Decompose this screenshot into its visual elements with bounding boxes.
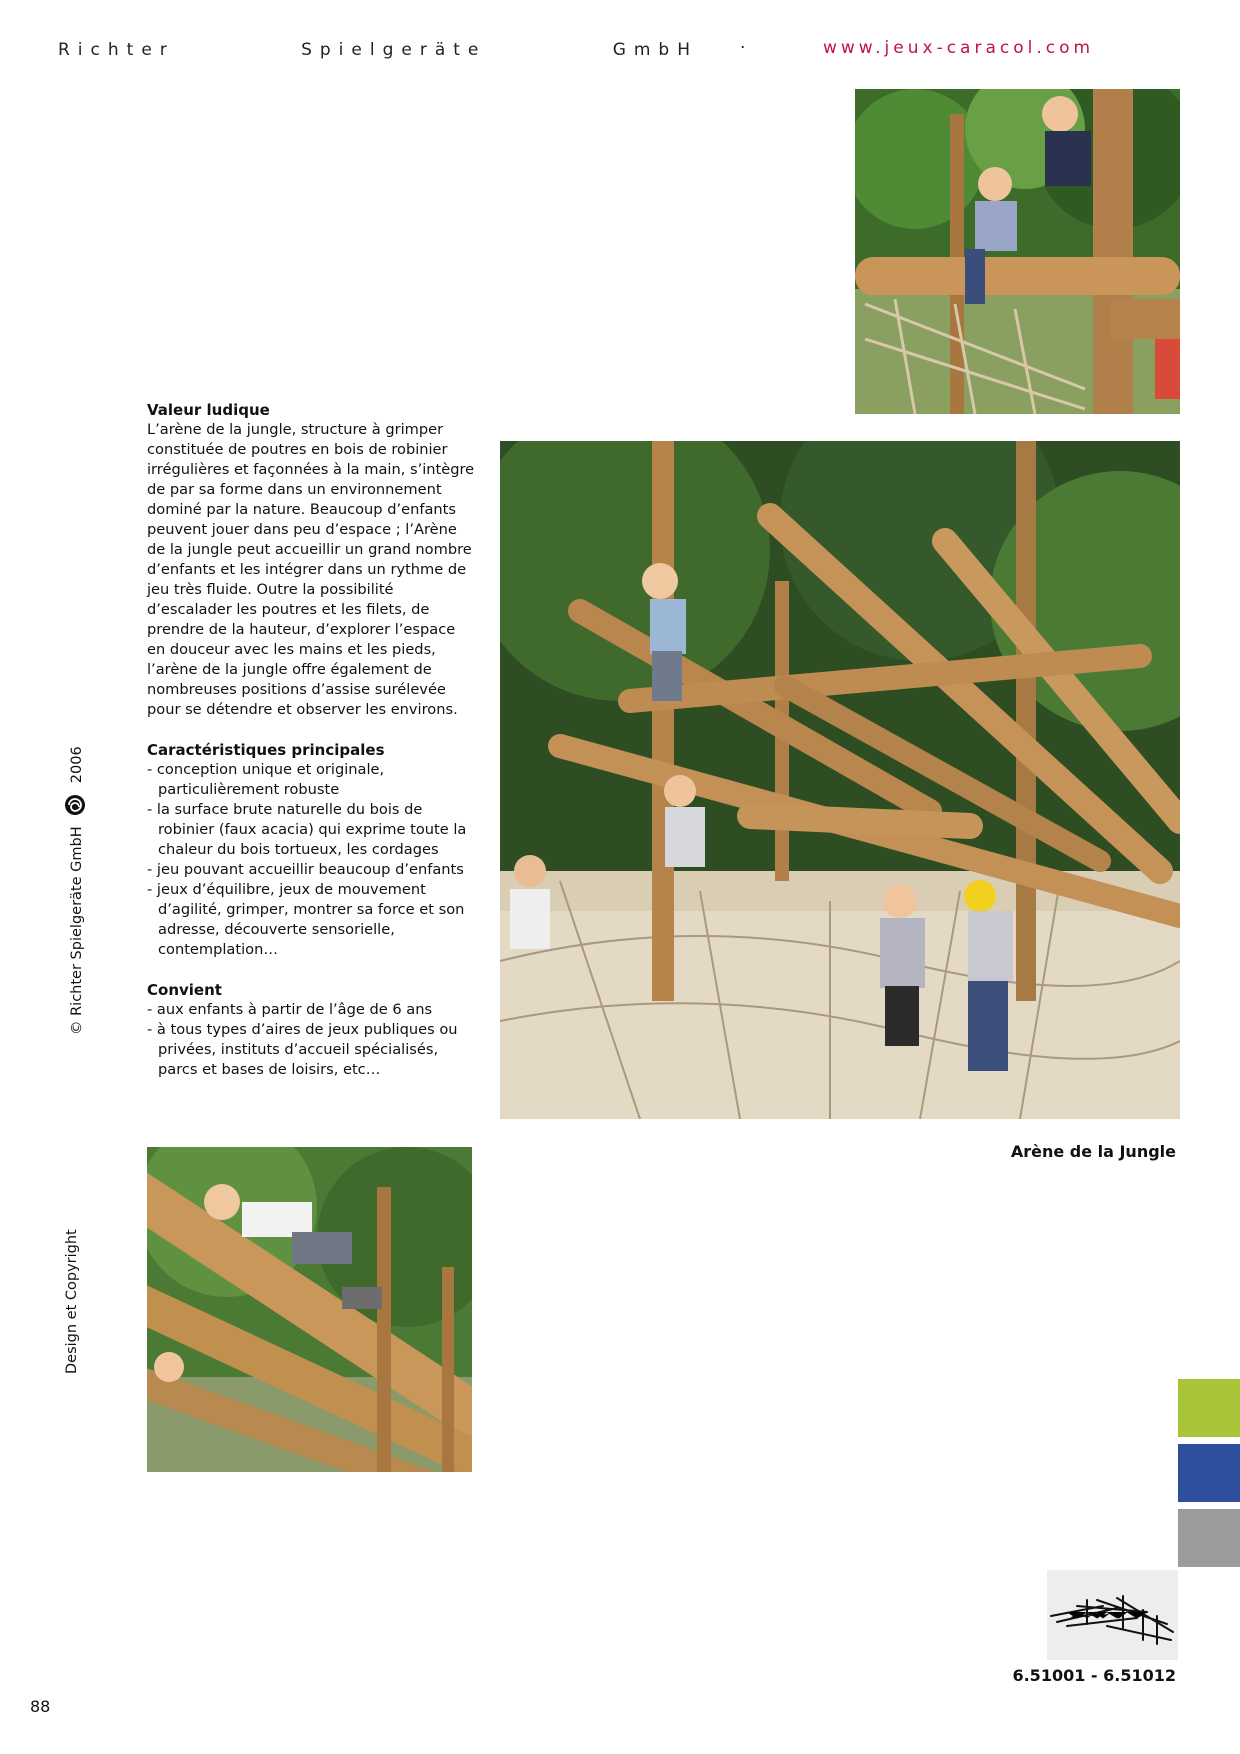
design-copyright-vertical: Design et Copyright (64, 1229, 80, 1374)
photo-children-climbing-top (855, 89, 1180, 414)
header-word-3: GmbH (612, 40, 698, 60)
section-title-caracteristiques: Caractéristiques principales (147, 741, 385, 759)
list-item: - la surface brute naturelle du bois de robinier (faux acacia) qui exprime toute la chaleur du bois tortueux, les cordages (147, 800, 477, 860)
color-tab-blue (1178, 1444, 1240, 1502)
snail-logo-icon (64, 794, 90, 816)
header-separator: · (740, 38, 746, 58)
copyright-text: © Richter Spielgeräte GmbH (69, 826, 85, 1035)
list-item: - conception unique et originale, particulièrement robuste (147, 760, 477, 800)
product-code: 6.51001 - 6.51012 (1012, 1666, 1176, 1685)
photo-girl-on-beam (147, 1147, 472, 1472)
structure-drawing-icon (1047, 1570, 1178, 1660)
list-item: - à tous types d’aires de jeux publiques ou privées, instituts d’accueil spécialisés, parcs et bases de loisirs, etc… (147, 1020, 477, 1080)
list-item: - jeux d’équilibre, jeux de mouvement d’agilité, grimper, montrer sa force et son adresse, découverte sensorielle, contemplation… (147, 880, 477, 960)
color-tab-green (1178, 1379, 1240, 1437)
header-company (58, 38, 698, 62)
description-text (147, 400, 477, 1100)
section-title-convient: Convient (147, 981, 222, 999)
color-tab-gray (1178, 1509, 1240, 1567)
caracteristiques-list (147, 760, 477, 960)
section-text-valeur: L’arène de la jungle, structure à grimper constituée de poutres en bois de robinier irrégulières et façonnées à la main, s’intègre de par sa forme dans un environnement dominé par la nature. Beaucoup d’enfants peuvent jouer dans peu d’espace ; l’Arène de la jungle peut accueillir un grand nombre d’enfants et les intégrer dans un rythme de jeu très fluide. Outre la possibilité d’escalader les poutres et les filets, de prendre de la hauteur, d’explorer l’espace en douceur avec les mains et les pieds, l’arène de la jungle offre également de nombreuses positions d’assise surélevée pour se détendre et observer les environs. (147, 421, 475, 718)
photo-caption: Arène de la Jungle (1010, 1142, 1176, 1161)
copyright-vertical (64, 746, 90, 1035)
photo-jungle-arena-main (500, 441, 1180, 1119)
list-item: - jeu pouvant accueillir beaucoup d’enfants (147, 860, 477, 880)
section-title-valeur: Valeur ludique (147, 401, 270, 419)
header-url-link[interactable]: www.jeux-caracol.com (823, 38, 1095, 58)
convient-list (147, 1000, 477, 1080)
page-number: 88 (30, 1697, 51, 1716)
header-word-1: Richter (58, 40, 175, 60)
copyright-year: 2006 (69, 746, 85, 784)
header-word-2: Spielgeräte (301, 40, 487, 60)
list-item: - aux enfants à partir de l’âge de 6 ans (147, 1000, 477, 1020)
